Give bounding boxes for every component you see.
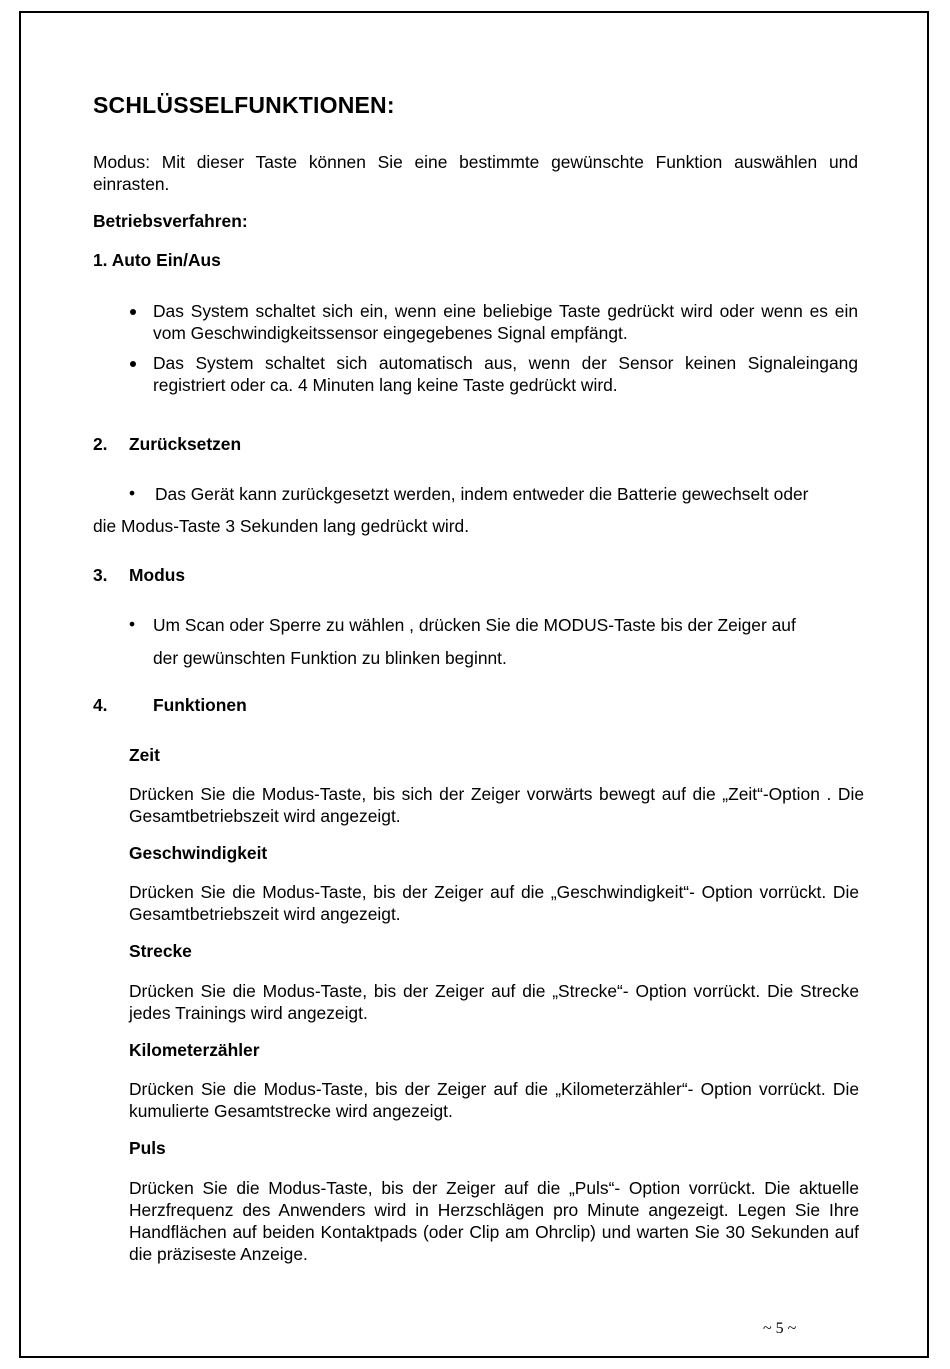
section-auto-heading: 1. Auto Ein/Aus: [93, 250, 221, 270]
reset-line-2: die Modus-Taste 3 Sekunden lang gedrückt wird.: [93, 516, 470, 536]
function-name-kilometerzaehler: Kilometerzähler: [129, 1040, 260, 1060]
function-text-puls: Drücken Sie die Modus-Taste, bis der Zeiger auf die „Puls“- Option vorrückt. Die aktuelle Herzfrequenz des Anwenders wird in Herzschlägen pro Minute angezeigt. Legen Sie Ihre Handflächen auf beiden Kontaktpads (oder Clip am Ohrclip) und warten Sie 30 Sekunden auf die präziseste Anzeige.: [129, 1178, 859, 1264]
bullet-icon: [130, 361, 136, 367]
function-name-zeit: Zeit: [129, 745, 160, 765]
section-mode-number: 3.: [93, 565, 108, 585]
function-text-strecke: Drücken Sie die Modus-Taste, bis der Zeiger auf die „Strecke“- Option vorrückt. Die Strecke jedes Trainings wird angezeigt.: [129, 981, 859, 1023]
function-text-geschwindigkeit: Drücken Sie die Modus-Taste, bis der Zeiger auf die „Geschwindigkeit“- Option vorrückt. Die Gesamtbetriebszeit wird angezeigt.: [129, 882, 859, 924]
section-reset-heading: Zurücksetzen: [129, 434, 242, 454]
intro-paragraph: Modus: Mit dieser Taste können Sie eine bestimmte gewünschte Funktion auswählen und einrasten.: [93, 152, 858, 194]
section-reset-number: 2.: [93, 434, 108, 454]
reset-line-1: Das Gerät kann zurückgesetzt werden, indem entweder die Batterie gewechselt oder: [155, 484, 809, 504]
function-text-kilometerzaehler: Drücken Sie die Modus-Taste, bis der Zeiger auf die „Kilometerzähler“- Option vorrückt. Die kumulierte Gesamtstrecke wird angezeigt.: [129, 1079, 859, 1121]
function-text-zeit: Drücken Sie die Modus-Taste, bis sich der Zeiger vorwärts bewegt auf die „Zeit“-Option . Die Gesamtbetriebszeit wird angezeigt.: [129, 784, 864, 826]
mode-line-2: der gewünschten Funktion zu blinken beginnt.: [153, 648, 507, 668]
bullet-icon: •: [129, 614, 136, 634]
page-number: ~ 5 ~: [763, 1320, 797, 1337]
auto-bullet-1: Das System schaltet sich ein, wenn eine beliebige Taste gedrückt wird oder wenn es ein vom Geschwindigkeitssensor eingegebenes Signal empfängt.: [153, 301, 858, 343]
bullet-icon: •: [129, 483, 136, 503]
bullet-icon: [130, 309, 136, 315]
section-functions-heading: Funktionen: [153, 695, 247, 715]
function-name-geschwindigkeit: Geschwindigkeit: [129, 843, 268, 863]
procedure-heading: Betriebsverfahren:: [93, 211, 248, 231]
mode-line-1: Um Scan oder Sperre zu wählen , drücken Sie die MODUS-Taste bis der Zeiger auf: [153, 615, 796, 635]
function-name-strecke: Strecke: [129, 941, 192, 961]
section-mode-heading: Modus: [129, 565, 186, 585]
function-name-puls: Puls: [129, 1138, 166, 1158]
section-functions-number: 4.: [93, 695, 108, 715]
auto-bullet-2: Das System schaltet sich automatisch aus, wenn der Sensor keinen Signaleingang registriert oder ca. 4 Minuten lang keine Taste gedrückt wird.: [153, 353, 858, 395]
page-title: SCHLÜSSELFUNKTIONEN:: [93, 92, 395, 118]
